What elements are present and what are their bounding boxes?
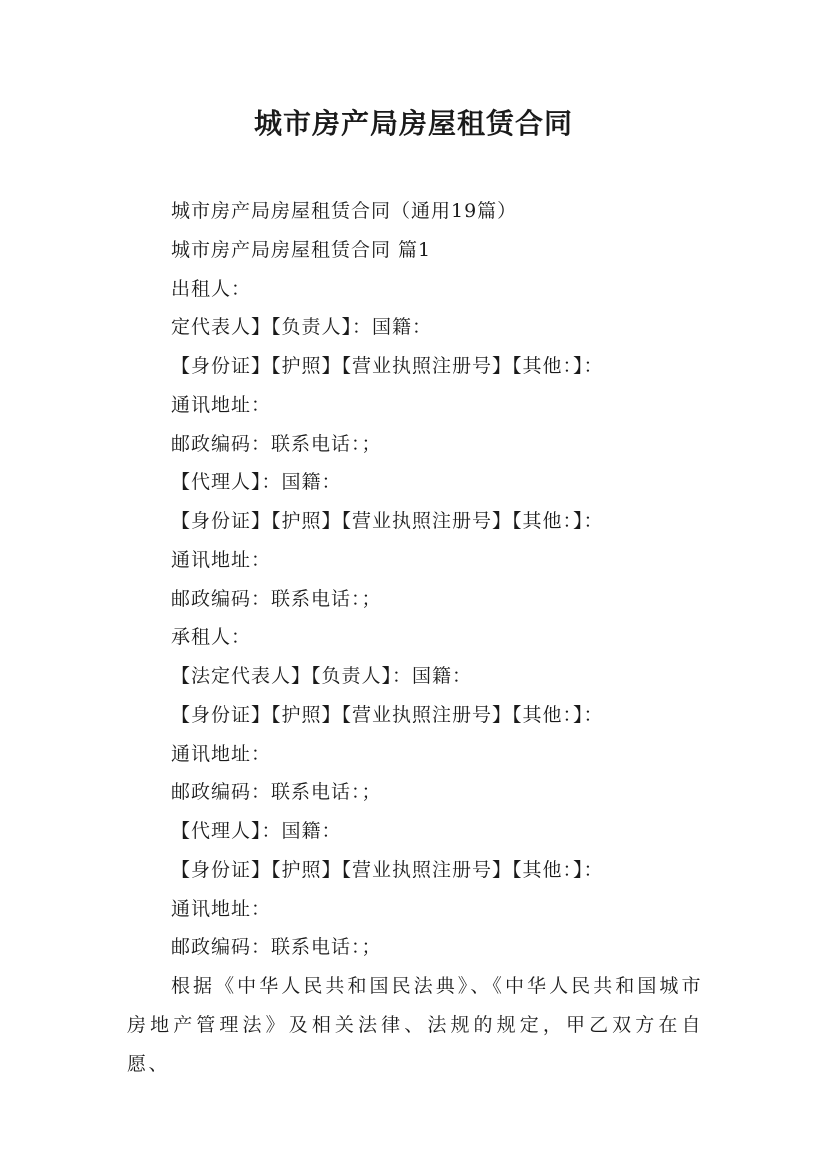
lessee-agent-line: 【代理人】：国籍： bbox=[171, 820, 342, 842]
lessee-agent-id-line: 【身份证】【护照】【营业执照注册号】【其他：】： bbox=[171, 858, 604, 881]
lessor-agent-id-line: 【身份证】【护照】【营业执照注册号】【其他：】： bbox=[171, 510, 604, 532]
section-heading: 城市房产局房屋租赁合同 篇1 bbox=[171, 238, 432, 261]
subtitle-line: 城市房产局房屋租赁合同（通用19篇） bbox=[171, 200, 518, 222]
lessor-agent-address-line: 通讯地址： bbox=[171, 548, 272, 571]
lessor-representative-line: 定代表人】【负责人】：国籍： bbox=[171, 316, 433, 339]
lessor-agent-contact-line: 邮政编码：联系电话：； bbox=[171, 587, 382, 610]
contract-preamble-paragraph: 根据《中华人民共和国民法典》、《中华人民共和国城市房地产管理法》及相关法律、法规的规定，甲乙双方在自愿、 bbox=[127, 975, 703, 1075]
lessee-agent-address-line: 通讯地址： bbox=[171, 897, 272, 920]
lessee-label: 承租人： bbox=[171, 626, 252, 649]
lessor-contact-line: 邮政编码：联系电话：； bbox=[171, 432, 382, 455]
lessee-representative-line: 【法定代表人】【负责人】：国籍： bbox=[171, 665, 473, 687]
lessor-agent-line: 【代理人】：国籍： bbox=[171, 471, 342, 494]
document-body bbox=[127, 192, 703, 1102]
lessee-address-line: 通讯地址： bbox=[171, 742, 272, 765]
lessor-label: 出租人： bbox=[171, 277, 252, 300]
lessee-agent-contact-line: 邮政编码：联系电话：； bbox=[171, 936, 382, 959]
lessor-address-line: 通讯地址： bbox=[171, 393, 272, 416]
document-title: 城市房产局房屋租赁合同 bbox=[253, 107, 573, 140]
lessee-id-line: 【身份证】【护照】【营业执照注册号】【其他：】： bbox=[171, 703, 604, 726]
lessor-id-line: 【身份证】【护照】【营业执照注册号】【其他：】： bbox=[171, 355, 604, 377]
lessee-contact-line: 邮政编码：联系电话：； bbox=[171, 781, 382, 804]
